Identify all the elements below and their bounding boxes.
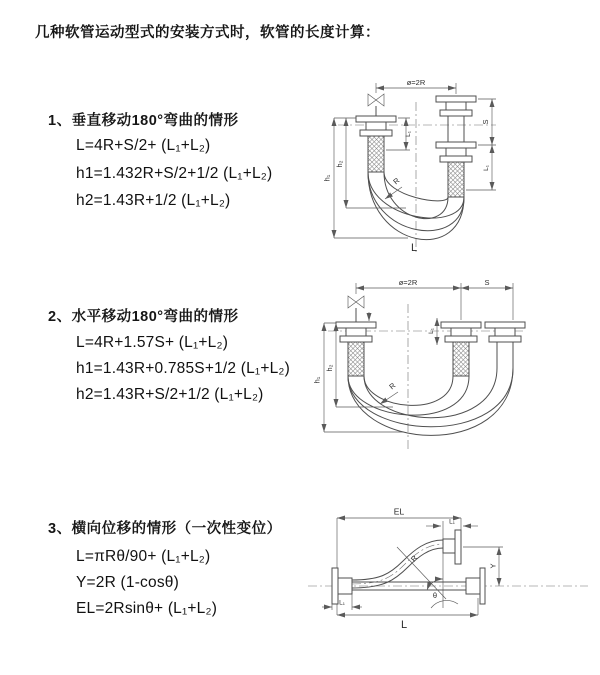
h1-label: h₁	[322, 174, 332, 182]
theta-label: θ	[432, 591, 438, 600]
left-fitting	[336, 322, 376, 376]
l1-right-label: L₁	[483, 165, 490, 171]
section-3-formula-el: EL=2Rsinθ+ (L₁+L₂)	[76, 600, 218, 617]
span-label: ø=2R	[406, 78, 426, 87]
l-label: L	[400, 619, 408, 631]
el-label: EL	[393, 506, 405, 517]
section-1-formula-h2: h2=1.43R+1/2 (L₁+L₂)	[76, 192, 231, 209]
section-3-heading: 3、横向位移的情形（一次性变位）	[48, 521, 282, 537]
dimension-l1-left	[322, 594, 362, 610]
section-2-formula-h1: h1=1.43R+0.785S+1/2 (L₁+L₂)	[76, 360, 290, 377]
valve-icon	[368, 94, 384, 116]
section-3-formula-y: Y=2R (1-cosθ)	[76, 574, 179, 591]
right-flange	[466, 568, 485, 604]
h2-label: h₂	[335, 160, 344, 168]
right-fitting	[436, 96, 476, 197]
section-1-formula-h1: h1=1.432R+S/2+1/2 (L₁+L₂)	[76, 165, 273, 182]
diagram-vertical-180-bend	[318, 72, 538, 262]
middle-fitting	[441, 322, 481, 376]
span-label: ø=2R	[398, 278, 418, 287]
s-label: S	[481, 119, 490, 125]
section-1-formula-l: L=4R+S/2+ (L₁+L₂)	[76, 137, 211, 154]
hose-u-bends	[348, 368, 513, 435]
s-label: S	[484, 278, 490, 287]
y-label: Y	[488, 563, 498, 569]
section-1-heading: 1、垂直移动180°弯曲的情形	[48, 113, 239, 129]
radius-callout	[380, 381, 398, 404]
r-label: R	[391, 175, 402, 187]
section-2-heading: 2、水平移动180°弯曲的情形	[48, 309, 239, 325]
l1-label: L₁	[405, 131, 412, 137]
h2-label: h₂	[325, 364, 334, 372]
diagram-horizontal-180-bend	[308, 272, 538, 457]
dimension-span	[356, 278, 513, 320]
centerlines	[338, 102, 496, 255]
diagram-lateral-displacement	[300, 498, 600, 643]
valve-icon	[348, 296, 364, 322]
page-title: 几种软管运动型式的安装方式时，软管的长度计算：	[35, 25, 380, 41]
upper-flange	[443, 530, 461, 564]
section-3-formula-l: L=πRθ/90+ (L₁+L₂)	[76, 548, 211, 565]
right-fitting	[485, 322, 525, 368]
dimension-span	[376, 78, 456, 94]
h1-label: h₁	[312, 376, 322, 384]
dimension-s	[478, 99, 496, 145]
dimension-l1-right	[466, 145, 496, 190]
left-fitting	[356, 116, 396, 172]
dimension-el	[337, 507, 461, 616]
l1-label: L₁	[428, 328, 435, 334]
section-2-formula-h2: h2=1.43R+S/2+1/2 (L₁+L₂)	[76, 386, 264, 403]
angle-construction	[397, 547, 458, 608]
r-label: R	[387, 380, 398, 392]
r-label: R	[408, 553, 420, 564]
dimension-l1	[369, 312, 437, 345]
l1-top-label: L₁	[449, 518, 455, 526]
l1-left-label: L₁	[339, 599, 345, 607]
l-label: L	[410, 242, 418, 254]
section-2-formula-l: L=4R+1.57S+ (L₁+L₂)	[76, 334, 229, 351]
